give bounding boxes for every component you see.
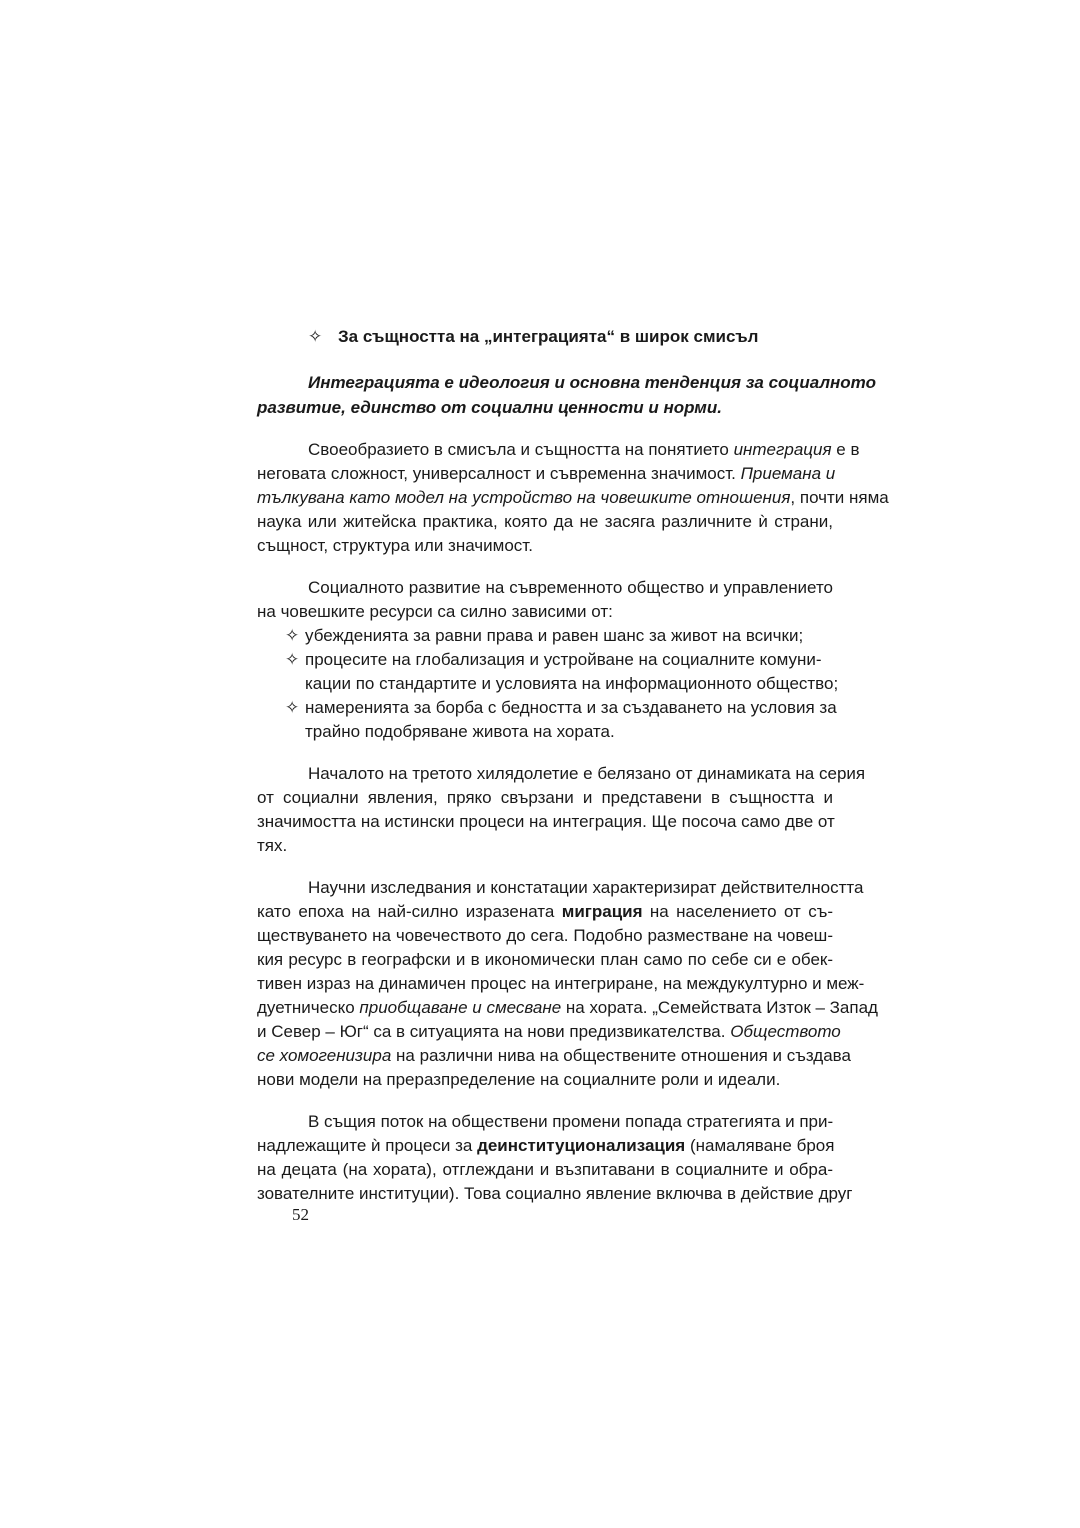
p4-line-5: тивен израз на динамичен процес на интегриране, на междукултурно и меж- — [257, 974, 865, 993]
p4-line-7: и Север – Юг“ са в ситуацията на нови предизвикателства. Обществото — [257, 1022, 841, 1041]
thesis-line-2: развитие, единство от социални ценности и норми. — [257, 398, 722, 417]
p4-line-9: нови модели на преразпределение на социалните роли и идеали. — [257, 1070, 781, 1089]
thesis-line-1: Интеграцията е идеология и основна тенденция за социалното — [308, 373, 876, 392]
p2-bullet-2-cont: кации по стандартите и условията на информационното общество; — [305, 674, 839, 693]
p3-line-4: тях. — [257, 836, 288, 855]
bullet-star-icon: ✧ — [285, 650, 300, 669]
p5-line-3: на децата (на хората), отглеждани и възпитавани в социалните и обра- — [257, 1160, 833, 1179]
p2-line-2: на човешките ресурси са силно зависими от: — [257, 602, 613, 621]
p2-line-1: Социалното развитие на съвременното общество и управлението — [308, 578, 833, 597]
p4-line-2: като епоха на най-силно изразената миграция на населението от съ- — [257, 902, 833, 921]
p4-line-6: дуетническо приобщаване и смесване на хората. „Семействата Изток – Запад — [257, 998, 878, 1017]
p2-bullet-3: ✧ намеренията за борба с бедността и за създаването на условия за — [285, 696, 833, 720]
p2-bullet-1: ✧ убежденията за равни права и равен шанс за живот на всички; — [285, 624, 833, 648]
p3-line-3: значимостта на истински процеси на интеграция. Ще посоча само две от — [257, 812, 835, 831]
p4-line-1: Научни изследвания и констатации характеризират действителността — [308, 878, 864, 897]
page-number: 52 — [292, 1205, 309, 1224]
p4-line-3: ществуването на човечеството до сега. Подобно разместване на човеш- — [257, 926, 833, 945]
p1-line-4: наука или житейска практика, която да не засяга различните ѝ страни, — [257, 512, 833, 531]
p3-line-1: Началото на третото хилядолетие е белязано от динамиката на серия — [308, 764, 866, 783]
p2-bullet-2: ✧ процесите на глобализация и устройване на социалните комуни- — [285, 648, 833, 672]
bullet-star-icon: ✧ — [285, 626, 300, 645]
p5-line-1: В същия поток на обществени промени попада стратегията и при- — [308, 1112, 834, 1131]
p1-line-2: неговата сложност, универсалност и съвременна значимост. Приемана и — [257, 464, 836, 483]
p4-line-4: кия ресурс в географски и в икономически план само по себе си е обек- — [257, 950, 833, 969]
section-heading — [308, 325, 758, 349]
heading-bullet-icon: ✧ — [308, 327, 323, 346]
heading-text: За същността на „интеграцията“ в широк смисъл — [338, 327, 759, 346]
p5-line-4: зователните институции). Това социално явление включва в действие друг — [257, 1184, 853, 1203]
p1-line-5: същност, структура или значимост. — [257, 536, 533, 555]
p3-line-2: от социални явления, пряко свързани и представени в същността и — [257, 788, 833, 807]
p2-bullet-3-cont: трайно подобряване живота на хората. — [305, 722, 615, 741]
p1-line-1: Своеобразието в смисъла и същността на понятието интеграция е в — [308, 440, 860, 459]
bullet-star-icon: ✧ — [285, 698, 300, 717]
p1-line-3: тълкувана като модел на устройство на човешките отношения, почти няма — [257, 488, 889, 507]
p4-line-8: се хомогенизира на различни нива на обществените отношения и създава — [257, 1046, 851, 1065]
p5-line-2: надлежащите ѝ процеси за деинституционализация (намаляване броя — [257, 1136, 835, 1155]
